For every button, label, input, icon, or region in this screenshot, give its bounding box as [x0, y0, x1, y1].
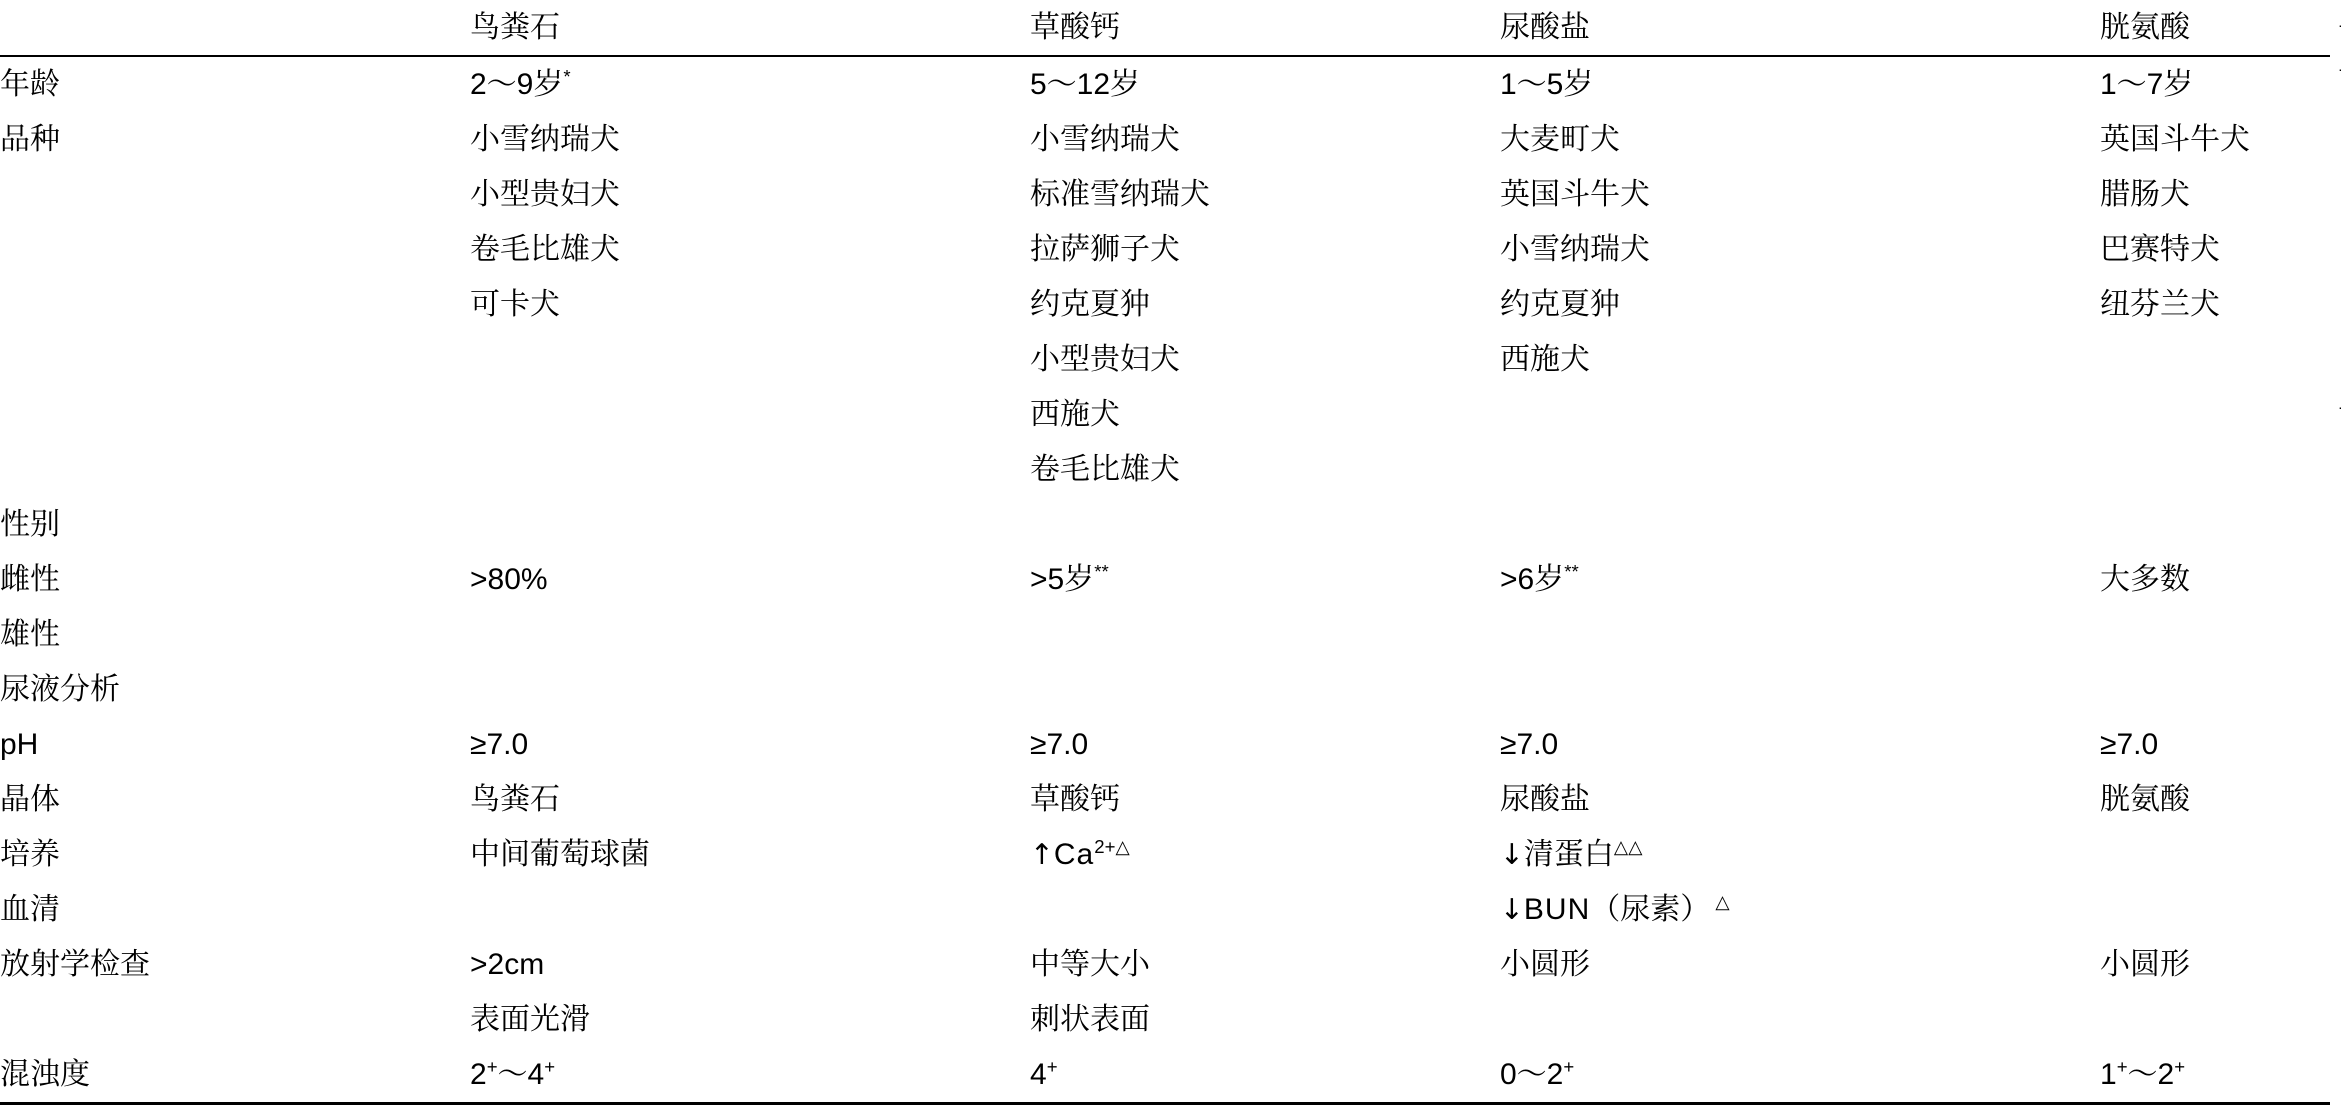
column-header-urate: 尿酸盐 — [1500, 0, 2100, 56]
cell-breed-cystine — [2100, 112, 2330, 497]
cell-crystals-oxalate: 草酸钙 — [1030, 783, 1120, 816]
cell-age-cystine: 1～7岁 — [2100, 68, 2194, 101]
table-body — [0, 56, 2330, 1104]
table-header-row — [0, 0, 2330, 56]
cell-empty — [1500, 497, 2100, 552]
list-item: 小型贵妇犬 — [470, 178, 620, 211]
cell-breed-urate — [1500, 112, 2100, 497]
cell-empty — [470, 882, 1030, 937]
cell-radiography-urate — [1500, 937, 2100, 1047]
cell-female-urate: >6岁** — [1500, 561, 1579, 596]
cell-age-oxalate: 5～12岁 — [1030, 68, 1141, 101]
cell-ph-oxalate: ≥7.0 — [1030, 728, 1089, 761]
list-item: 卷毛比雄犬 — [470, 233, 620, 266]
list-item: 标准雪纳瑞犬 — [1030, 178, 1210, 211]
cell-empty — [1030, 662, 1500, 717]
cell-radiography-oxalate — [1030, 937, 1500, 1047]
cell-turbidity-oxalate: 4+ — [1030, 1047, 1500, 1104]
column-header-calcium-oxalate: 草酸钙 — [1030, 0, 1500, 56]
cell-crystals-urate: 尿酸盐 — [1500, 783, 1590, 816]
list-item: 英国斗牛犬 — [2100, 123, 2250, 156]
column-header-struvite: 鸟粪石 — [470, 0, 1030, 56]
cell-radiography-struvite — [470, 937, 1030, 1047]
table-row — [0, 607, 2330, 662]
table-row — [0, 772, 2330, 827]
list-item: 大麦町犬 — [1500, 123, 1620, 156]
list-item: 卷毛比雄犬 — [1030, 453, 1180, 486]
cell-crystals-struvite: 鸟粪石 — [470, 783, 560, 816]
cell-culture-oxalate: $↑Ca^{2+\triangle}$ — [1030, 836, 1130, 871]
table-row — [0, 1047, 2330, 1104]
row-label-sex: 性别 — [0, 508, 60, 541]
list-item: 小雪纳瑞犬 — [470, 123, 620, 156]
list-item: 可卡犬 — [470, 288, 560, 321]
cell-empty — [2100, 662, 2330, 717]
column-header-0 — [0, 0, 470, 56]
list-item: 纽芬兰犬 — [2100, 288, 2220, 321]
cell-age-struvite: 2～9岁* — [470, 66, 571, 101]
row-label-radiography: 放射学检查 — [0, 948, 150, 981]
cell-empty — [2100, 827, 2330, 882]
list-item: >2cm — [470, 948, 545, 981]
page-edge-tick-upper: · — [2338, 61, 2343, 77]
table-row — [0, 937, 2330, 1047]
list-item: 约克夏狆 — [1030, 288, 1150, 321]
cell-ph-cystine: ≥7.0 — [2100, 728, 2159, 761]
cell-culture-urate: ↓清蛋白△△ — [1500, 836, 1643, 871]
list-item: 腊肠犬 — [2100, 178, 2190, 211]
cell-breed-struvite — [470, 112, 1030, 497]
cell-culture-struvite: 中间葡萄球菌 — [470, 838, 650, 871]
cell-female-struvite: >80% — [470, 563, 548, 596]
list-item: 小雪纳瑞犬 — [1500, 233, 1650, 266]
row-label-breed: 品种 — [0, 123, 60, 156]
row-label-culture: 培养 — [0, 838, 60, 871]
cell-turbidity-urate: 0～2+ — [1500, 1047, 2100, 1104]
list-item: 巴赛特犬 — [2100, 233, 2220, 266]
row-label-crystals: 晶体 — [0, 783, 60, 816]
cell-empty — [2100, 497, 2330, 552]
table-row — [0, 552, 2330, 607]
list-item: 小圆形 — [1500, 948, 1590, 981]
table-row — [0, 827, 2330, 882]
cell-ph-struvite: ≥7.0 — [470, 728, 529, 761]
cell-empty — [470, 607, 1030, 662]
row-label-ph: pH — [0, 728, 39, 761]
table-row — [0, 497, 2330, 552]
list-item: 拉萨狮子犬 — [1030, 233, 1180, 266]
row-label-serum: 血清 — [0, 893, 60, 926]
list-item: 刺状表面 — [1030, 1003, 1150, 1036]
list-item: 小雪纳瑞犬 — [1030, 123, 1180, 156]
row-label-urinalysis: 尿液分析 — [0, 673, 120, 706]
cell-empty — [1500, 662, 2100, 717]
cell-empty — [1500, 607, 2100, 662]
cell-empty — [2100, 607, 2330, 662]
table-row — [0, 882, 2330, 937]
table-row — [0, 56, 2330, 112]
table-row — [0, 717, 2330, 772]
row-label-age: 年龄 — [0, 68, 60, 101]
list-item: 小型贵妇犬 — [1030, 343, 1180, 376]
cell-empty — [1030, 607, 1500, 662]
list-item: 英国斗牛犬 — [1500, 178, 1650, 211]
cell-turbidity-cystine: 1+～2+ — [2100, 1047, 2330, 1104]
row-label-female: 雌性 — [0, 563, 60, 596]
list-item: 表面光滑 — [470, 1003, 590, 1036]
cell-turbidity-struvite: 2+～4+ — [470, 1047, 1030, 1104]
cell-age-urate: 1～5岁 — [1500, 68, 1594, 101]
table-head — [0, 0, 2330, 56]
page-edge-tick-mid: · — [2338, 399, 2343, 415]
cell-breed-oxalate — [1030, 112, 1500, 497]
cell-serum-urate: ↓BUN（尿素） △ — [1500, 891, 1730, 926]
cell-crystals-cystine: 胱氨酸 — [2100, 783, 2190, 816]
list-item: 约克夏狆 — [1500, 288, 1620, 321]
list-item: 西施犬 — [1500, 343, 1590, 376]
list-item: 西施犬 — [1030, 398, 1120, 431]
cell-empty — [1030, 882, 1500, 937]
table-row — [0, 662, 2330, 717]
cell-empty — [1030, 497, 1500, 552]
cell-female-oxalate: >5岁** — [1030, 561, 1109, 596]
cell-radiography-cystine — [2100, 937, 2330, 1047]
list-item: 中等大小 — [1030, 948, 1150, 981]
column-header-cystine: 胱氨酸 — [2100, 0, 2330, 56]
cell-empty — [2100, 882, 2330, 937]
cell-empty — [470, 662, 1030, 717]
cell-empty — [470, 497, 1030, 552]
row-label-turbidity: 混浊度 — [0, 1047, 470, 1104]
row-label-male: 雄性 — [0, 618, 60, 651]
cell-female-cystine: 大多数 — [2100, 563, 2190, 596]
cell-ph-urate: ≥7.0 — [1500, 728, 1559, 761]
page-edge-tick-top: · — [2338, 17, 2343, 33]
list-item: 小圆形 — [2100, 948, 2190, 981]
table-row — [0, 112, 2330, 497]
